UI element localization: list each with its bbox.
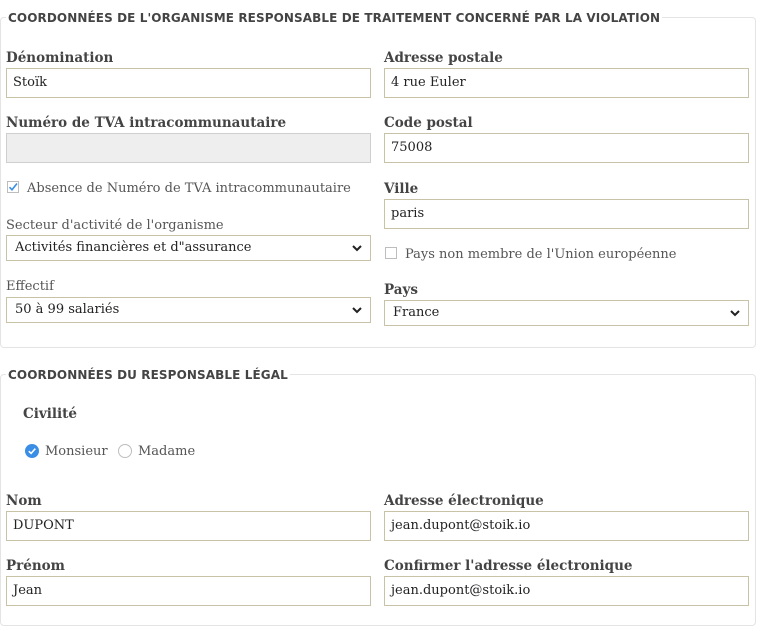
tva-input — [6, 133, 371, 163]
email-confirm-input[interactable]: jean.dupont@stoik.io — [384, 576, 749, 606]
email-input[interactable]: jean.dupont@stoik.io — [384, 511, 749, 541]
code-postal-input[interactable]: 75008 — [384, 133, 749, 163]
madame-radio[interactable] — [118, 444, 132, 458]
monsieur-label[interactable]: Monsieur — [45, 444, 108, 459]
absence-tva-checkbox[interactable] — [7, 181, 19, 193]
adresse-postale-input[interactable]: 4 rue Euler — [384, 68, 749, 98]
denomination-input[interactable]: Stoïk — [6, 68, 371, 98]
madame-label[interactable]: Madame — [138, 444, 196, 459]
pays-non-ue-label[interactable]: Pays non membre de l'Union européenne — [405, 247, 677, 262]
prenom-input[interactable]: Jean — [6, 576, 371, 606]
effectif-label: Effectif — [6, 279, 54, 294]
absence-tva-label[interactable]: Absence de Numéro de TVA intracommunautaire — [27, 181, 351, 196]
nom-input[interactable]: DUPONT — [6, 511, 371, 541]
organisme-section-title: COORDONNÉES DE L'ORGANISME RESPONSABLE DE TRAITEMENT CONCERNÉ PAR LA VIOLATION — [8, 11, 661, 25]
code-postal-label: Code postal — [384, 115, 473, 131]
pays-select[interactable] — [384, 300, 749, 326]
ville-label: Ville — [384, 181, 419, 197]
effectif-select[interactable] — [6, 297, 371, 323]
adresse-postale-label: Adresse postale — [384, 50, 503, 66]
monsieur-radio[interactable] — [25, 444, 39, 458]
secteur-value: Activités financières et d"assurance — [15, 240, 252, 255]
denomination-label: Dénomination — [6, 50, 114, 66]
chevron-down-icon — [729, 307, 741, 319]
prenom-label: Prénom — [6, 558, 65, 574]
ville-input[interactable]: paris — [384, 199, 749, 229]
tva-label: Numéro de TVA intracommunautaire — [6, 115, 287, 131]
pays-non-ue-checkbox[interactable] — [385, 247, 397, 259]
nom-label: Nom — [6, 493, 42, 509]
chevron-down-icon — [351, 304, 363, 316]
secteur-label: Secteur d'activité de l'organisme — [6, 218, 224, 233]
pays-value: France — [393, 305, 440, 320]
effectif-value: 50 à 99 salariés — [15, 302, 120, 317]
pays-label: Pays — [384, 282, 418, 298]
secteur-select[interactable] — [6, 235, 371, 261]
responsable-section-title: COORDONNÉES DU RESPONSABLE LÉGAL — [8, 368, 288, 382]
civilite-label: Civilité — [23, 406, 77, 422]
chevron-down-icon — [351, 242, 363, 254]
email-label: Adresse électronique — [384, 493, 544, 509]
email-confirm-label: Confirmer l'adresse électronique — [384, 558, 633, 574]
